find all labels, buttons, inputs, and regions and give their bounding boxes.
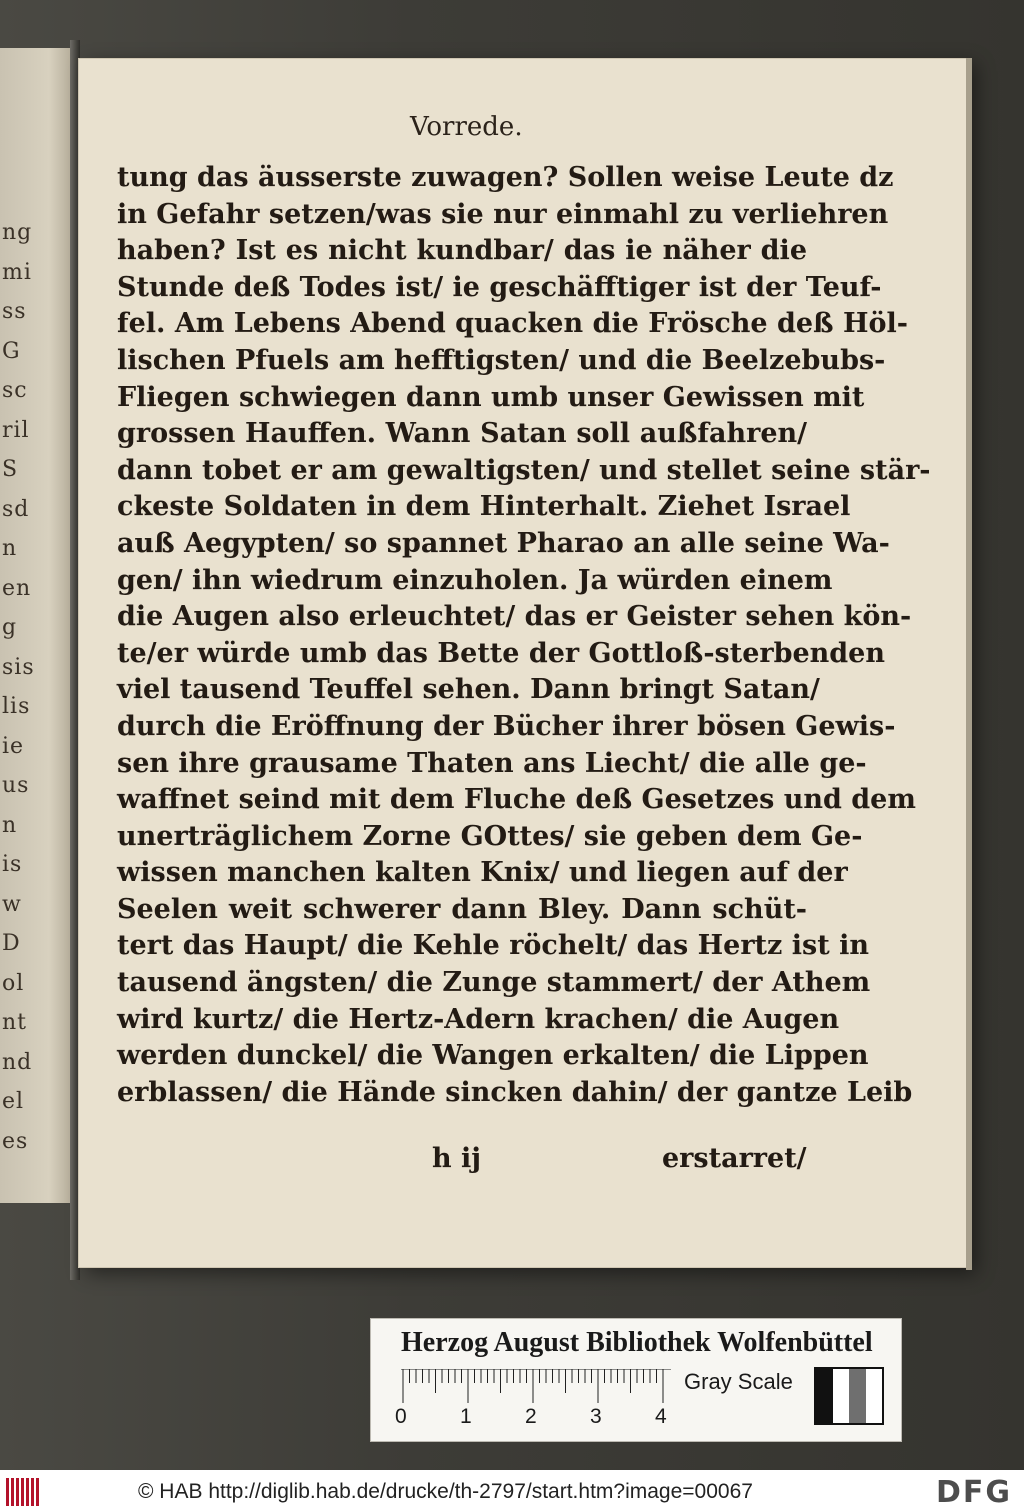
text-line: in Gefahr setzen/was sie nur einmahl zu verliehren [117,198,889,230]
text-line: dann tobet er am gewaltigsten/ und stellet seine stär- [117,454,931,486]
text-line: fel. Am Lebens Abend quacken die Frösche deß Höl- [117,308,908,340]
text-line: te/er würde umb das Bette der Gottloß-sterbenden [117,637,885,669]
running-head: Vorrede. [410,112,523,142]
hab-logo-icon [6,1478,40,1506]
text-line: unerträglichem Zorne GOttes/ sie geben dem Ge- [117,820,863,852]
gray-scale-swatch [814,1367,884,1425]
text-line: durch die Eröffnung der Bücher ihrer bösen Gewis- [117,710,896,742]
gray-swatch [866,1369,883,1423]
text-line: Fliegen schwiegen dann umb unser Gewissen mit [117,381,865,413]
text-line: ckeste Soldaten in dem Hinterhalt. Ziehet Israel [117,491,851,523]
text-line: Seelen weit schwerer dann Bley. Dann schüt- [117,893,807,925]
gray-swatch [849,1369,866,1423]
catchword: erstarret/ [662,1143,807,1174]
text-line: haben? Ist es nicht kundbar/ das ie näher die [117,235,807,267]
footer-copyright-url[interactable]: © HAB http://diglib.hab.de/drucke/th-2797/start.htm?image=00067 [138,1480,753,1503]
ruler-number: 2 [525,1405,537,1428]
text-line: tert das Haupt/ die Kehle röchelt/ das Hertz ist in [117,930,869,962]
ruler-numbers [395,1405,675,1431]
text-line: viel tausend Teuffel sehen. Dann bringt Satan/ [117,674,820,706]
footer-bar [0,1470,1024,1512]
text-line: Stunde deß Todes ist/ ie geschäfftiger ist der Teuf- [117,271,882,303]
ruler-number: 3 [590,1405,602,1428]
text-line: tausend ängsten/ die Zunge stammert/ der Athem [117,967,871,999]
text-line: auß Aegypten/ so spannet Pharao an alle seine Wa- [117,527,890,559]
gray-scale-label: Gray Scale [684,1369,793,1394]
left-page-text-fragments: ng mi ss G sc ril S sd n en g sis lis ie us n is w D ol nt nd el es [2,220,35,1154]
ruler-number: 1 [460,1405,472,1428]
text-line: grossen Hauffen. Wann Satan soll außfahren/ [117,418,807,450]
gray-swatch [816,1369,833,1423]
text-line: wissen manchen kalten Knix/ und liegen auf der [117,857,848,889]
text-line: waffnet seind mit dem Fluche deß Gesetzes und dem [117,784,916,816]
text-line: sen ihre grausame Thaten ans Liecht/ die alle ge- [117,747,867,779]
text-line: tung das äusserste zuwagen? Sollen weise Leute dz [117,162,894,193]
text-line: lischen Pfuels am hefftigsten/ und die Beelzebubs- [117,344,886,376]
color-reference-card [370,1318,902,1442]
text-line: erblassen/ die Hände sincken dahin/ der gantze Leib [117,1076,913,1108]
text-line: die Augen also erleuchtet/ das er Geister sehen kön- [117,601,912,633]
ruler [401,1369,671,1405]
library-name: Herzog August Bibliothek Wolfenbüttel [401,1327,873,1358]
text-line: gen/ ihn wiedrum einzuholen. Ja würden einem [117,564,833,596]
text-line: werden dunckel/ die Wangen erkalten/ die Lippen [117,1040,869,1072]
text-line: wird kurtz/ die Hertz-Adern krachen/ die Augen [117,1003,840,1035]
left-page-edge [0,48,70,1203]
gray-swatch [833,1369,850,1423]
page-edge [966,58,972,1270]
ruler-number: 0 [395,1405,407,1428]
dfg-logo: DFG [936,1475,1013,1510]
page-body-text [117,160,931,1111]
ruler-number: 4 [655,1405,667,1428]
signature-mark: h ij [432,1143,482,1174]
